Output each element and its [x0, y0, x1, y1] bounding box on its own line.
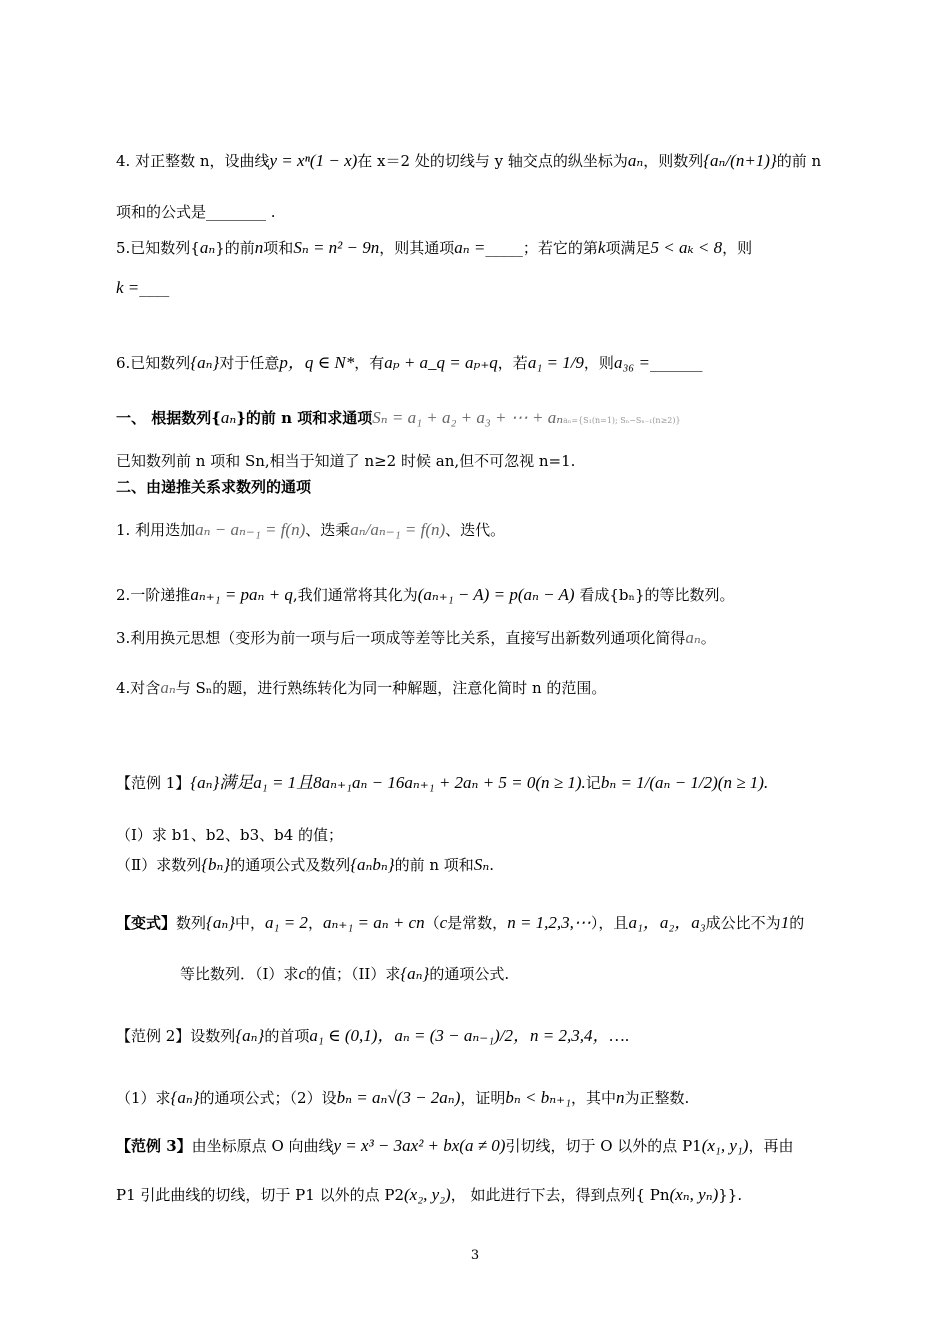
text-segment: 引切线，切于 O 以外的点 P1 [505, 1137, 702, 1155]
answer-blank: ________ [206, 203, 267, 221]
math-expression: Sₙ = a₁ + a₂ + a₃ + ⋯ + aₙ [372, 408, 564, 427]
math-expression: {aₙbₙ} [350, 855, 395, 874]
math-expression: a₁ ∈ (0,1)，aₙ = (3 − aₙ₋₁)/2，n = 2,3,4，… [309, 1026, 625, 1045]
math-expression: aₙ [160, 678, 176, 697]
text-segment: 已知数列前 n 项和 Sn,相当于知道了 n≥2 时候 an,但不可忽视 n=1. [116, 452, 576, 470]
math-expression: {aₙ} [400, 964, 430, 983]
text-segment: 与 Sₙ的题，进行熟练转化为同一种解题，注意化简时 n 的范围。 [175, 679, 607, 697]
answer-blank: _____ [485, 239, 523, 257]
text-segment: 5.已知数列{ [116, 239, 200, 257]
math-expression: aₙ/aₙ₋₁ = f(n) [350, 520, 446, 539]
text-segment: ，则 [722, 239, 753, 257]
bold-heading: 一、 根据数列{ [116, 409, 221, 427]
text-segment: 。 [700, 629, 716, 647]
text-line-l19 [116, 1087, 689, 1109]
text-segment: ，则 [583, 354, 614, 372]
text-segment: 的前 n [776, 152, 822, 170]
text-segment: P1 引此曲线的切线，切于 P1 以外的点 P2 [116, 1186, 404, 1204]
math-expression: p，q ∈ N* [279, 353, 355, 372]
math-expression: bₙ = aₙ√(3 − 2aₙ) [336, 1088, 461, 1107]
text-segment: 看成{bₙ}的等比数列。 [574, 586, 735, 604]
text-line-l10 [116, 584, 735, 606]
text-segment: （Ⅰ）求 b1、b2、b3、b4 的值； [116, 826, 344, 844]
math-expression: aₙ [199, 238, 216, 257]
text-segment: 中， [235, 914, 266, 932]
text-segment: 、迭乘 [305, 521, 351, 539]
math-expression: 1 [780, 913, 790, 932]
math-expression: {aₙ/(n+1)} [703, 151, 777, 170]
text-line-l16 [116, 912, 804, 934]
text-segment: 3.利用换元思想（变形为前一项与后一项成等差等比关系，直接写出新数列通项化简得 [116, 629, 686, 647]
text-segment: }的前 [215, 239, 255, 257]
text-line-l11 [116, 627, 716, 649]
math-expression: y = x³ − 3ax² + bx(a ≠ 0) [333, 1136, 506, 1155]
text-segment: 的通项公式. [429, 965, 510, 983]
math-expression: c [439, 913, 448, 932]
text-segment: 的值；（II）求 [305, 965, 401, 983]
text-segment: . [266, 203, 276, 221]
math-expression: (x₁, y₁) [701, 1136, 749, 1155]
text-line-l5 [116, 352, 702, 374]
math-expression: {aₙ}满足a₁ = 1且8aₙ₊₁aₙ − 16aₙ₊₁ + 2aₙ + 5 = 0(n ≥ 1). [190, 773, 586, 792]
math-expression: {aₙ} [206, 913, 236, 932]
text-line-l15 [116, 854, 494, 876]
text-line-l8 [116, 476, 311, 498]
text-segment: 2.一阶递推 [116, 586, 191, 604]
text-line-l18 [116, 1025, 629, 1047]
text-segment: 【范例 1】 [116, 774, 191, 792]
text-line-l3 [116, 237, 752, 259]
text-line-l14 [116, 824, 343, 846]
math-expression: {aₙ} [235, 1026, 265, 1045]
text-segment: ，证明 [460, 1089, 506, 1107]
text-line-l2 [116, 201, 276, 223]
text-segment: （Ⅱ）求数列 [116, 856, 202, 874]
text-segment: 由坐标原点 O 向曲线 [191, 1137, 334, 1155]
text-segment: ，则其通项 [379, 239, 455, 257]
text-segment: ， 如此进行下去，得到点列{ Pn [450, 1186, 670, 1204]
math-expression: aₙ₊₁ = aₙ + cn [322, 913, 425, 932]
math-expression: k = [116, 278, 140, 297]
math-expression: {bₙ} [201, 855, 231, 874]
math-expression: a₁，a₂，a₃ [628, 913, 706, 932]
math-expression: aₙ = [454, 238, 486, 257]
small-formula: aₙ={S₁(n=1); Sₙ−Sₙ₋₁(n≥2)} [563, 416, 681, 425]
text-line-l21 [116, 1184, 742, 1206]
text-segment: ；若它的第 [522, 239, 598, 257]
text-segment: 成公比不为 [705, 914, 781, 932]
text-segment: 1. 利用迭加 [116, 521, 196, 539]
text-line-l7 [116, 450, 575, 472]
text-line-l6 [116, 407, 681, 432]
text-line-l20 [116, 1135, 793, 1157]
text-segment: 在 x＝2 处的切线与 y 轴交点的纵坐标为 [357, 152, 628, 170]
page-number: 3 [470, 1248, 480, 1263]
text-segment: ），且 [590, 914, 629, 932]
text-segment: 的通项公式；（2）设 [199, 1089, 337, 1107]
text-segment: 数列 [176, 914, 207, 932]
text-segment: 6.已知数列 [116, 354, 191, 372]
text-segment: 项满足 [605, 239, 651, 257]
text-segment: 是常数， [447, 914, 508, 932]
math-expression: aₙ [220, 408, 237, 427]
text-segment: （ [424, 914, 440, 932]
text-segment: （1）求 [116, 1089, 171, 1107]
math-expression: aₙ − aₙ₋₁ = f(n) [195, 520, 306, 539]
math-expression: bₙ < bₙ₊₁ [505, 1088, 572, 1107]
text-segment: 4. 对正整数 n，设曲线 [116, 152, 270, 170]
bold-heading: 二、由递推关系求数列的通项 [116, 478, 312, 496]
text-segment: ，有 [354, 354, 385, 372]
text-segment: ， [307, 914, 323, 932]
text-segment: 等比数列．（I）求 [180, 965, 299, 983]
math-expression: bₙ = 1/(aₙ − 1/2)(n ≥ 1). [600, 773, 769, 792]
math-expression: {aₙ} [170, 1088, 200, 1107]
text-segment: 【范例 2】设数列 [116, 1027, 236, 1045]
math-expression: {aₙ} [190, 353, 220, 372]
bold-heading: }的前 n 项和求通项 [236, 409, 373, 427]
text-segment: 的前 n 项和 [394, 856, 474, 874]
math-expression: aₙ₊₁ = paₙ + q [190, 585, 293, 604]
math-expression: aₚ + a_q = aₚ₊q [384, 353, 498, 372]
text-segment: }}. [718, 1186, 743, 1204]
math-expression: (aₙ₊₁ − A) = p(aₙ − A) [417, 585, 575, 604]
text-segment: 记 [585, 774, 601, 792]
text-line-l17 [180, 963, 509, 985]
math-expression: a₃₆ = [613, 353, 650, 372]
text-line-l12 [116, 677, 606, 699]
bold-heading: 【变式】 [116, 914, 177, 932]
text-line-l9 [116, 519, 505, 541]
math-expression: (xₙ, yₙ) [669, 1185, 719, 1204]
text-line-l1 [116, 150, 821, 172]
text-segment: 为正整数. [624, 1089, 690, 1107]
text-segment: ，再由 [748, 1137, 794, 1155]
math-expression: a₁ = 1/9 [527, 353, 584, 372]
math-expression: n [616, 1088, 625, 1107]
answer-blank: ____ [139, 279, 170, 297]
math-expression: k [597, 238, 606, 257]
text-line-l4 [116, 277, 169, 299]
text-segment: ，其中 [571, 1089, 617, 1107]
text-segment: 对于任意 [219, 354, 280, 372]
text-segment: ，若 [497, 354, 528, 372]
math-expression: Sₙ [473, 855, 490, 874]
text-segment: . [489, 856, 494, 874]
text-segment: . [624, 1027, 630, 1045]
answer-blank: _______ [649, 354, 703, 372]
text-segment: 、迭代。 [445, 521, 506, 539]
text-segment: 的通项公式及数列 [230, 856, 351, 874]
math-expression: n [254, 238, 264, 257]
text-line-l13 [116, 772, 768, 794]
text-segment: 项和 [263, 239, 294, 257]
text-segment: 4.对含 [116, 679, 161, 697]
math-expression: Sₙ = n² − 9n [293, 238, 380, 257]
text-segment: 的首项 [264, 1027, 310, 1045]
math-expression: c [298, 964, 306, 983]
math-expression: y = xⁿ(1 − x) [269, 151, 358, 170]
math-expression: n = 1,2,3,⋯ [507, 913, 591, 932]
bold-heading: 【范例 3】 [116, 1137, 192, 1155]
math-expression: aₙ [685, 628, 701, 647]
math-expression: 5 < aₖ < 8 [650, 238, 723, 257]
text-segment: 项和的公式是 [116, 203, 207, 221]
text-segment: 的 [789, 914, 805, 932]
math-expression: a₁ = 2 [265, 913, 308, 932]
math-expression: aₙ [627, 151, 644, 170]
math-expression: (x₂, y₂) [403, 1185, 451, 1204]
text-segment: ，则数列 [643, 152, 704, 170]
text-segment: ,我们通常将其化为 [292, 586, 418, 604]
